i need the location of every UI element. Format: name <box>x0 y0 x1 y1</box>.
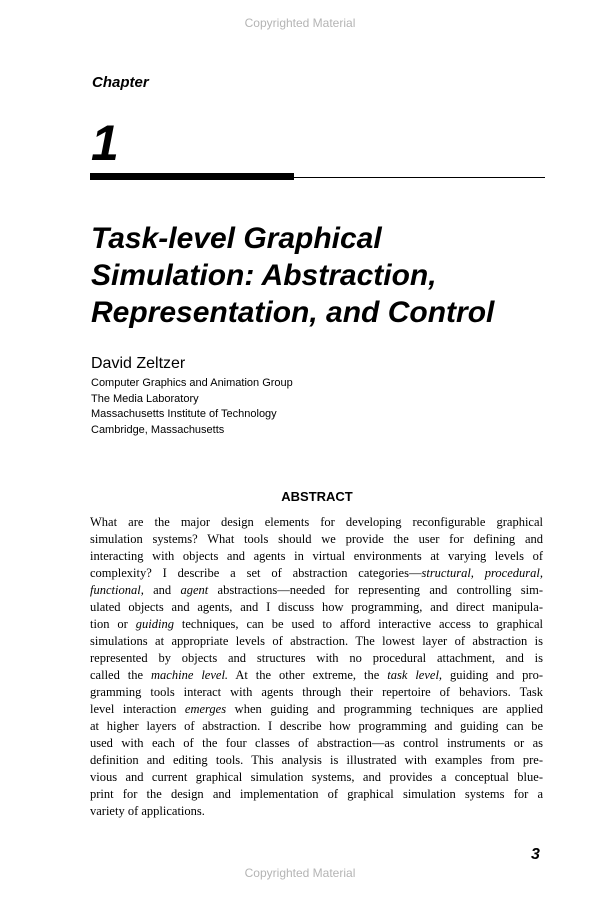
abstract-text-run: and <box>143 583 181 597</box>
abstract-line <box>90 514 543 531</box>
title-line: Task-level Graphical <box>91 222 382 255</box>
abstract-line <box>90 667 543 684</box>
abstract-heading: ABSTRACT <box>281 489 353 504</box>
abstract-italic-term: agent <box>180 583 209 597</box>
abstract-line <box>90 565 543 582</box>
abstract-line <box>90 803 543 820</box>
abstract-text-run: level interaction <box>90 702 185 716</box>
title-line: Simulation: Abstraction, <box>91 259 437 292</box>
abstract-text-run: definition and editing tools. This analysis is illustrated with examples from pre- <box>90 753 543 767</box>
abstract-line <box>90 582 543 599</box>
abstract-text-run: when guiding and programming techniques are applied <box>226 702 543 716</box>
copyright-watermark-top: Copyrighted Material <box>244 16 356 30</box>
abstract-line <box>90 701 543 718</box>
title-line: Representation, and Control <box>91 296 495 329</box>
abstract-line <box>90 548 543 565</box>
page-number: 3 <box>531 846 540 863</box>
abstract-text-run: complexity? I describe a set of abstraction categories— <box>90 566 422 580</box>
abstract-line <box>90 531 543 548</box>
abstract-line <box>90 786 543 803</box>
abstract-text-run: at higher layers of abstraction. I describe how programming and guiding can be <box>90 719 543 733</box>
abstract-text-run: used with each of the four classes of abstraction—as control instruments or as <box>90 736 543 750</box>
abstract-text-run: vious and current graphical simulation systems, and provides a conceptual blue- <box>90 770 543 784</box>
abstract-italic-term: structural, procedural, <box>421 566 543 580</box>
chapter-label: Chapter <box>92 74 149 91</box>
abstract-italic-term: functional, <box>90 583 144 597</box>
affiliation-line: Cambridge, Massachusetts <box>91 423 225 436</box>
author-name: David Zeltzer <box>91 355 186 372</box>
abstract-line <box>90 633 543 650</box>
abstract-text-run: ulated objects and agents, and I discuss how programming, and direct manipula- <box>90 600 543 614</box>
abstract-text-run: interacting with objects and agents in virtual environments at varying levels of <box>90 549 543 563</box>
abstract-line <box>90 718 543 735</box>
abstract-text-run: What are the major design elements for developing reconfigurable graphical <box>90 515 543 529</box>
abstract-text-run: At the other extreme, the <box>228 668 388 682</box>
abstract-text-run: called the <box>90 668 152 682</box>
affiliation-line: Computer Graphics and Animation Group <box>91 377 293 389</box>
abstract-italic-term: guiding <box>135 617 174 631</box>
abstract-line <box>90 735 543 752</box>
abstract-text-run: represented by objects and structures with no procedural attachment, and is <box>90 651 543 665</box>
abstract-line <box>90 684 543 701</box>
abstract-text-run: gramming tools interact with agents through their repertoire of behaviors. Task <box>90 685 543 699</box>
copyright-watermark-bottom: Copyrighted Material <box>244 866 356 880</box>
abstract-line <box>90 650 543 667</box>
chapter-rule-thick <box>90 173 294 180</box>
abstract-text-run: variety of applications. <box>90 804 205 818</box>
affiliation-line: The Media Laboratory <box>91 392 199 405</box>
abstract-text-run: abstractions—needed for representing and controlling sim- <box>208 583 543 597</box>
abstract-text-run: tion or <box>90 617 136 631</box>
abstract-line <box>90 752 543 769</box>
chapter-title <box>91 220 571 331</box>
abstract-text-run: simulations at appropriate levels of abstraction. The lowest layer of abstraction is <box>90 634 543 648</box>
affiliation-line: Massachusetts Institute of Technology <box>91 408 277 420</box>
abstract-line <box>90 769 543 786</box>
abstract-line <box>90 616 543 633</box>
chapter-number: 1 <box>91 115 119 171</box>
abstract-line <box>90 599 543 616</box>
abstract-text-run: print for the design and implementation of graphical simulation systems for a <box>90 787 543 801</box>
abstract-text-run: guiding and pro- <box>442 668 543 682</box>
abstract-italic-term: task level, <box>387 668 443 682</box>
chapter-rule-thin <box>294 177 545 178</box>
abstract-italic-term: machine level. <box>151 668 229 682</box>
abstract-text-run: simulation systems? What tools should we provide the user for defining and <box>90 532 543 546</box>
abstract-body <box>90 514 543 820</box>
abstract-italic-term: emerges <box>184 702 227 716</box>
abstract-text-run: techniques, can be used to afford interactive access to graphical <box>173 617 543 631</box>
author-affiliation <box>91 376 293 438</box>
